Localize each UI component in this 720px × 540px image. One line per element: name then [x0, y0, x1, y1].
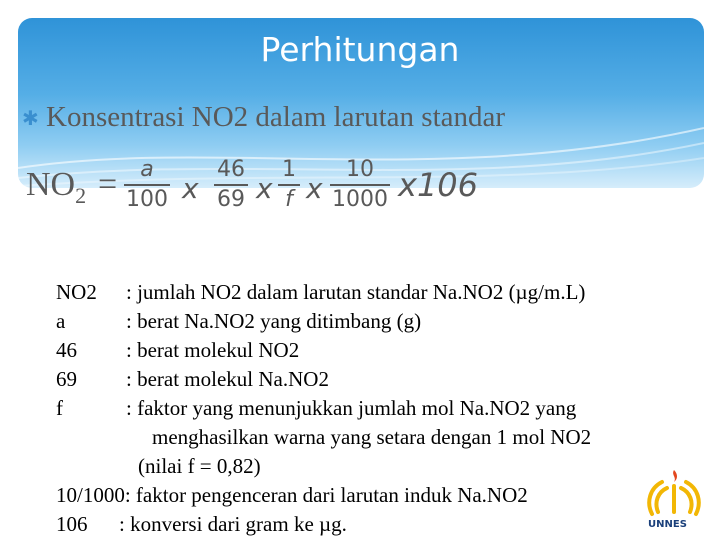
times-operator: x — [182, 172, 199, 205]
fraction-4-numerator: 10 — [346, 157, 374, 182]
continuation-text: (nilai f = 0,82) — [138, 454, 261, 478]
definition-key: NO2 — [56, 280, 97, 304]
fraction-3-bar — [278, 184, 300, 186]
fraction-2-denominator: 69 — [217, 187, 245, 212]
times-operator: x — [306, 172, 323, 205]
fraction-3 — [278, 158, 300, 212]
fraction-2-bar — [214, 184, 248, 186]
slide-title: Perhitungan — [260, 30, 460, 69]
bullet-text: Konsentrasi NO2 dalam larutan standar — [46, 101, 506, 133]
formula-lhs-subscript: 2 — [75, 182, 87, 208]
fraction-1 — [124, 158, 170, 212]
definition-key: 46 — [56, 338, 77, 362]
definition-key: a — [56, 309, 66, 333]
definition-value: : faktor yang menunjukkan jumlah mol Na.NO2 yang — [126, 396, 577, 420]
fraction-1-numerator: a — [140, 157, 154, 182]
times-operator: x — [256, 172, 273, 205]
fraction-1-bar — [124, 184, 170, 186]
formula-lhs-text: NO — [26, 166, 76, 203]
continuation-text: menghasilkan warna yang setara dengan 1 mol NO2 — [152, 425, 592, 449]
fraction-2 — [214, 158, 248, 212]
times-106: x106 — [398, 166, 479, 204]
formula-equals: = — [98, 166, 118, 203]
logo-text: UNNES — [648, 519, 687, 530]
fraction-4 — [330, 158, 390, 212]
definition-key: 69 — [56, 367, 77, 391]
fraction-2-numerator: 46 — [217, 157, 245, 182]
definition-key: f — [56, 396, 63, 420]
fraction-3-denominator: f — [285, 187, 293, 212]
definition-value: : berat molekul Na.NO2 — [126, 367, 329, 391]
fraction-4-denominator: 1000 — [332, 187, 388, 212]
formula-lhs — [26, 166, 86, 209]
definition-text: 106 : konversi dari gram ke µg. — [56, 512, 347, 536]
bullet-icon: ✱ — [22, 106, 39, 130]
definition-value: : berat molekul NO2 — [126, 338, 300, 362]
fraction-4-bar — [330, 184, 390, 186]
fraction-3-numerator: 1 — [282, 157, 296, 182]
definition-value: : jumlah NO2 dalam larutan standar Na.NO2 (µg/m.L) — [126, 280, 586, 304]
fraction-1-denominator: 100 — [126, 187, 168, 212]
definition-value: : berat Na.NO2 yang ditimbang (g) — [126, 309, 422, 333]
definition-text: 10/1000: faktor pengenceran dari larutan induk Na.NO2 — [56, 483, 528, 507]
